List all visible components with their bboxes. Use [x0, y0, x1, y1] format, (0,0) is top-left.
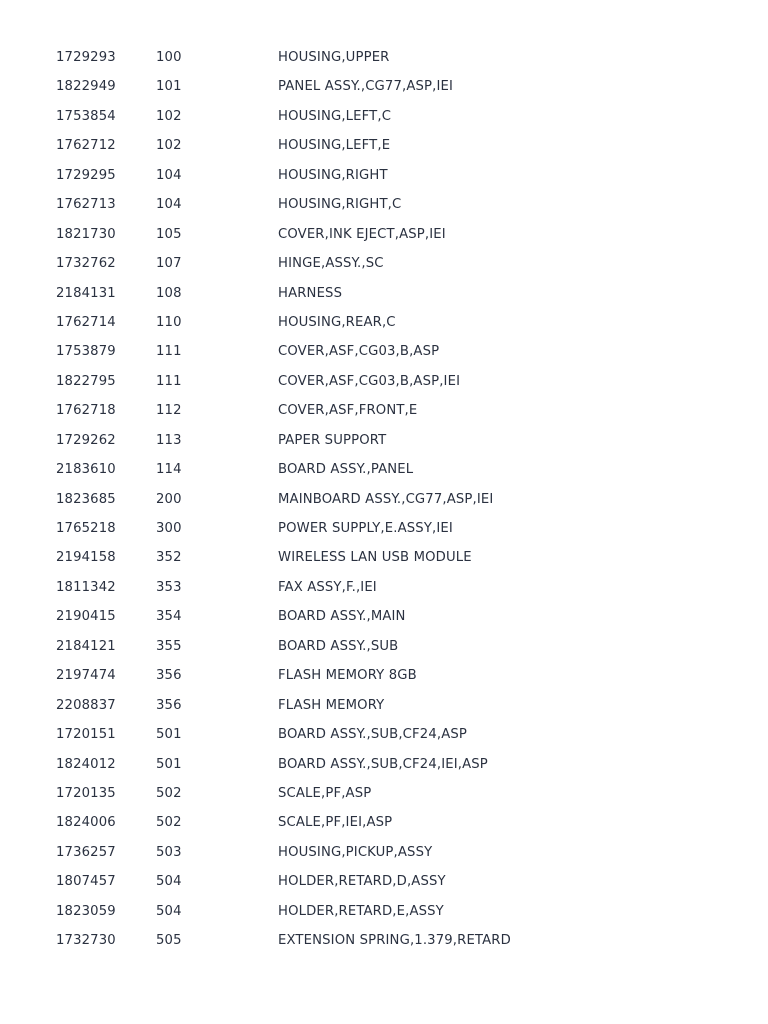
ref-number: 502: [156, 815, 182, 831]
parts-list: [0, 44, 768, 957]
table-row: [0, 338, 768, 367]
part-number: 1720151: [56, 727, 116, 743]
part-number: 1736257: [56, 844, 116, 860]
table-row: [0, 73, 768, 102]
table-row: [0, 397, 768, 426]
part-description: MAINBOARD ASSY.,CG77,ASP,IEI: [278, 491, 494, 507]
table-row: [0, 751, 768, 780]
part-description: FAX ASSY,F.,IEI: [278, 579, 377, 595]
ref-number: 113: [156, 432, 182, 448]
part-number: 1729293: [56, 50, 116, 65]
part-description: WIRELESS LAN USB MODULE: [278, 550, 472, 566]
table-row: [0, 633, 768, 662]
ref-number: 501: [156, 756, 182, 772]
part-number: 2194158: [56, 550, 116, 566]
part-description: HOUSING,RIGHT,C: [278, 197, 402, 213]
table-row: [0, 456, 768, 485]
part-number: 1762712: [56, 138, 116, 154]
ref-number: 104: [156, 167, 182, 183]
part-number: 1807457: [56, 874, 116, 890]
table-row: [0, 780, 768, 809]
part-number: 2208837: [56, 697, 116, 713]
part-number: 1720135: [56, 785, 116, 801]
ref-number: 112: [156, 403, 182, 419]
table-row: [0, 250, 768, 279]
part-number: 1823059: [56, 903, 116, 919]
table-row: [0, 574, 768, 603]
ref-number: 355: [156, 638, 182, 654]
ref-number: 102: [156, 138, 182, 154]
part-description: PANEL ASSY.,CG77,ASP,IEI: [278, 79, 454, 95]
part-number: 1732730: [56, 933, 116, 949]
part-description: BOARD ASSY.,PANEL: [278, 462, 414, 478]
part-description: FLASH MEMORY 8GB: [278, 668, 417, 684]
table-row: [0, 162, 768, 191]
part-number: 2183610: [56, 462, 116, 478]
ref-number: 111: [156, 373, 182, 389]
ref-number: 107: [156, 256, 182, 272]
ref-number: 101: [156, 79, 182, 95]
ref-number: 102: [156, 108, 182, 124]
table-row: [0, 839, 768, 868]
part-description: HOUSING,REAR,C: [278, 314, 396, 330]
part-description: HOUSING,PICKUP,ASSY: [278, 844, 433, 860]
part-number: 1729262: [56, 432, 116, 448]
ref-number: 356: [156, 668, 182, 684]
table-row: [0, 486, 768, 515]
table-row: [0, 368, 768, 397]
ref-number: 503: [156, 844, 182, 860]
table-row: [0, 721, 768, 750]
part-description: HOUSING,UPPER: [278, 50, 390, 65]
ref-number: 505: [156, 933, 182, 949]
part-number: 2190415: [56, 609, 116, 625]
part-number: 1824006: [56, 815, 116, 831]
part-number: 2197474: [56, 668, 116, 684]
ref-number: 300: [156, 521, 182, 536]
part-description: SCALE,PF,IEI,ASP: [278, 815, 393, 831]
part-description: COVER,ASF,CG03,B,ASP: [278, 344, 440, 360]
part-description: FLASH MEMORY: [278, 697, 385, 713]
table-row: [0, 898, 768, 927]
table-row: [0, 427, 768, 456]
ref-number: 100: [156, 50, 182, 65]
part-description: SCALE,PF,ASP: [278, 785, 372, 801]
table-row: [0, 515, 768, 544]
part-number: 1822949: [56, 79, 116, 95]
part-number: 2184131: [56, 285, 116, 301]
part-number: 1822795: [56, 373, 116, 389]
table-row: [0, 221, 768, 250]
ref-number: 104: [156, 197, 182, 213]
ref-number: 354: [156, 609, 182, 625]
part-description: HARNESS: [278, 285, 343, 301]
part-number: 1753879: [56, 344, 116, 360]
part-description: HOLDER,RETARD,D,ASSY: [278, 874, 446, 890]
part-number: 1821730: [56, 226, 116, 242]
part-description: HOUSING,RIGHT: [278, 167, 388, 183]
part-description: BOARD ASSY.,SUB,CF24,ASP: [278, 727, 467, 743]
table-row: [0, 280, 768, 309]
table-row: [0, 868, 768, 897]
part-description: BOARD ASSY.,SUB,CF24,IEI,ASP: [278, 756, 488, 772]
table-row: [0, 544, 768, 573]
ref-number: 110: [156, 314, 182, 330]
part-description: BOARD ASSY.,SUB: [278, 638, 399, 654]
ref-number: 501: [156, 727, 182, 743]
part-number: 1765218: [56, 521, 116, 536]
part-number: 1729295: [56, 167, 116, 183]
part-description: HOLDER,RETARD,E,ASSY: [278, 903, 444, 919]
part-description: COVER,ASF,FRONT,E: [278, 403, 418, 419]
part-number: 1753854: [56, 108, 116, 124]
part-number: 1762714: [56, 314, 116, 330]
ref-number: 504: [156, 874, 182, 890]
part-number: 2184121: [56, 638, 116, 654]
part-number: 1762718: [56, 403, 116, 419]
ref-number: 111: [156, 344, 182, 360]
part-description: BOARD ASSY.,MAIN: [278, 609, 406, 625]
part-description: COVER,ASF,CG03,B,ASP,IEI: [278, 373, 461, 389]
ref-number: 108: [156, 285, 182, 301]
table-row: [0, 191, 768, 220]
part-description: EXTENSION SPRING,1.379,RETARD: [278, 933, 511, 949]
ref-number: 200: [156, 491, 182, 507]
ref-number: 114: [156, 462, 182, 478]
table-row: [0, 927, 768, 956]
ref-number: 502: [156, 785, 182, 801]
part-number: 1823685: [56, 491, 116, 507]
part-description: COVER,INK EJECT,ASP,IEI: [278, 226, 446, 242]
part-description: HOUSING,LEFT,C: [278, 108, 392, 124]
ref-number: 504: [156, 903, 182, 919]
part-description: HOUSING,LEFT,E: [278, 138, 391, 154]
table-row: [0, 103, 768, 132]
table-row: [0, 132, 768, 161]
part-number: 1811342: [56, 579, 116, 595]
table-row: [0, 44, 768, 73]
ref-number: 356: [156, 697, 182, 713]
part-number: 1824012: [56, 756, 116, 772]
table-row: [0, 309, 768, 338]
part-description: POWER SUPPLY,E.ASSY,IEI: [278, 521, 453, 536]
table-row: [0, 809, 768, 838]
part-number: 1762713: [56, 197, 116, 213]
table-row: [0, 662, 768, 691]
table-row: [0, 692, 768, 721]
ref-number: 352: [156, 550, 182, 566]
part-number: 1732762: [56, 256, 116, 272]
part-description: HINGE,ASSY.,SC: [278, 256, 384, 272]
ref-number: 105: [156, 226, 182, 242]
ref-number: 353: [156, 579, 182, 595]
part-description: PAPER SUPPORT: [278, 432, 387, 448]
table-row: [0, 603, 768, 632]
